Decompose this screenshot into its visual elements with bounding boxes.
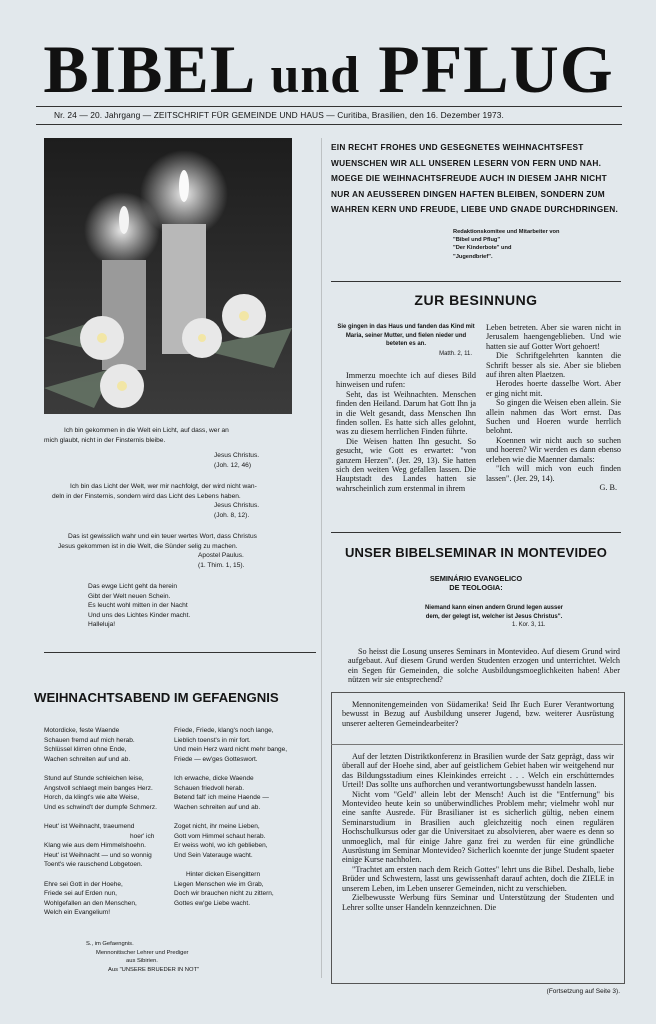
gefaengnis-heading: WEIHNACHTSABEND IM GEFAENGNIS: [34, 690, 279, 705]
greeting-signature: Redaktionskomitee und Mitarbeiter von "Bibel und Pflug" "Der Kinderbote" und "Jugendbrief".: [453, 229, 560, 260]
issue-line: Nr. 24 — 20. Jahrgang — ZEITSCHRIFT FÜR GEMEINDE UND HAUS — Curitiba, Brasilien, den 16. Dezember 1973.: [54, 110, 504, 120]
seminar-motto: Niemand kann einen andern Grund legen ausser dem, der gelegt ist, welcher ist Jesus Christus".: [424, 605, 564, 620]
besinnung-motto: Sie gingen in das Haus und fanden das Kind mit Maria, seiner Mutter, und fielen nieder und beteten es an.: [337, 324, 475, 348]
besinnung-rule: [331, 532, 621, 533]
besinnung-heading: ZUR BESINNUNG: [414, 292, 538, 308]
continued-note: (Fortsetzung auf Seite 3).: [546, 988, 620, 995]
verse-1: Ich bin gekommen in die Welt ein Licht, auf dass, wer an mich glaubt, nicht in der Finsternis bleibe. Jesus Christus. (Joh. 12, 46): [44, 427, 260, 469]
gefaengnis-credit: S., im Gefaengnis. Mennonitischer Lehrer und Prediger aus Sibirien. Aus "UNSERE BRUEDER IN NOT": [86, 941, 200, 973]
besinnung-motto-ref: Matth. 2, 11.: [439, 351, 472, 357]
hymn-stanza: Das ewge Licht geht da herein Gibt der Welt neuen Schein. Es leucht wohl mitten in der Nacht Und uns des Lichtes Kinder macht. Halleluja!: [88, 583, 191, 629]
verse-3: Das ist gewisslich wahr und ein teuer wertes Wort, dass Christus Jesus gekommen ist in die Welt, die Sünder selig zu machen. Apostel Paulus. (1. Thim. 1, 15).: [58, 533, 257, 569]
besinnung-left-column: Immerzu moechte ich auf dieses Bild hinweisen und rufen: Seht, das ist Weihnachten. Menschen finden den Heiland. Darum hat Gott Ihn ja in die Welt gesandt, dass Menschen Ihn finden sollen. Es hatte sich alles gelohnt, was zu diesem herrlichen Finden führte. Die Weisen hatten Ihn gesucht. So gesucht, wie Gott es erwartet: "von ganzem Herzen". (Jer. 29, 13). Sie hatten sich den weiten Weg gefallen lassen. Die Hauptstadt des Landes hatten sie wahrscheinlich zum erstenmal in ihrem: [336, 371, 476, 493]
gefaengnis-poem-col1: Motordicke, feste Waende Schauen fremd auf mich herab. Schlüssel klirren ohne Ende, Wachen schreiten auf und ab. Stund auf Stunde schleichen leise, Angstvoll schlaegt mein banges Herz. Horch, da klingt's wie alte Weise, Und es schwind't der dumpfe Schmerz. Heut' ist Weihnacht, traeumend hoer' ich Klang wie aus dem Himmelshoehn. Heut' ist Weihnacht — und so wonnig Toent's wie rauschend Lobgetoen. Ehre sei Gott in der Hoehe, Friede sei auf Erden nun, Wohlgefallen an den Menschen, Welch ein Evangelium!: [44, 727, 157, 917]
masthead-title: BIBEL und PFLUG: [43, 31, 614, 107]
seminar-heading: UNSER BIBELSEMINAR IN MONTEVIDEO: [344, 545, 608, 560]
seminar-motto-ref: 1. Kor. 3, 11.: [512, 622, 546, 628]
seminar-appeal: Mennonitengemeinden von Südamerika! Seid Ihr Euch Eurer Verantwortung bewusst in Bezug auf Ausbildung unserer Jugend, bzw. weiterer Ausrüstung unserer aelteren Gemeindearbeiter?: [342, 700, 614, 728]
greeting-rule: [331, 281, 621, 282]
candle-illustration: [44, 138, 292, 414]
seminar-intro: So heisst die Losung unseres Seminars in Montevideo. Auf diesem Grund wird aufgebaut. Auf diesem Grund werden Studenten erzogen und unterrichtet. Welch ein Segen für Gemeinden, die solche Ausbildungsmoeglichkeiten haben! Aber nützen wir sie entsprechend?: [348, 647, 620, 685]
seminar-subtitle: SEMINÁRIO EVANGELICO DE TEOLOGIA:: [429, 574, 523, 592]
masthead-rule-bottom: [36, 124, 622, 125]
christmas-greeting: EIN RECHT FROHES UND GESEGNETES WEIHNACHTSFEST WUENSCHEN WIR ALL UNSEREN LESERN VON FERN UND NAH. MOEGE DIE WEIHNACHTSFREUDE AUCH IN DIESEM JAHR NICHT NUR AN AEUSSEREN DINGEN HAFTEN BLEIBEN, SONDERN ZUM WAHREN KERN UND FREUDE, LIEBE UND GNADE DURCHDRINGEN.: [331, 142, 619, 214]
column-divider: [321, 138, 322, 978]
seminar-inner-rule: [331, 744, 623, 745]
gefaengnis-poem-col2: Friede, Friede, klang's noch lange, Lieblich toenst's in mir fort. Und mein Herz ward nicht mehr bange, Friede — ew'ges Gotteswort. Ich erwache, dicke Waende Schauen friedvoll herab. Betend falt' ich meine Haende — Wachen schreiten auf und ab. Zoget nicht, ihr meine Lieben, Gott vom Himmel schaut herab. Er weiss wohl, wo ich geblieben, Und Sein Vaterauge wacht. Hinter dicken Eisengittern Liegen Menschen wie im Grab, Doch wir brauchen nicht zu zittern, Gottes ew'ge Liebe wacht.: [174, 727, 288, 907]
verse-2: Ich bin das Licht der Welt, wer mir nachfolgt, der wird nicht wan- deln in der Finsternis, sondern wird das Licht des Lebens haben. Jesus Christus. (Joh. 8, 12).: [52, 483, 260, 519]
besinnung-right-column: Leben betreten. Aber sie waren nicht in Jerusalem haengengeblieben. Und wie hatten sie auf Gotter Wort gehoert! Die Schriftgelehrten kannten die Schrift besser als sie. Aber sie blieben auf ihren alten Plaetzen. Herodes hoerte dasselbe Wort. Aber er ging nicht mit. So gingen die Weisen eben allein. Sie allein nahmen das Wort ernst. Das Suchen und Hoeren wurde herrlich belohnt. Koennen wir nicht auch so suchen und hoeren? Wir werden es dann ebenso erleben wie die Maenner damals: "Ich will mich von euch finden lassen". (Jer. 29, 14). G. B.: [486, 323, 621, 492]
candle-photo: [44, 138, 292, 414]
seminar-body: Auf der letzten Distriktkonferenz in Brasilien wurde der Satz geprägt, dass wir überall auf der Hoehe sind, aber auf geistlichem Gebiet haben wir weitgehend nur das Bildungsstadium eines Kleinkindes erreicht . . . Welch ein erschütterndes Urteil! Das sollte uns aufhorchen und verantwortungsbewusst handeln lassen. Nicht vom "Geld" allein lebt der Mensch! Auch ist die "Entfernung" bis Montevideo heute kein so unüberwindliches Problem mehr; vielmehr wohl nur eine sanfte Ausrede. Für Brasilianer ist es sicherlich gültig, neben einem Seminarstudium in Brasilien auch gleichzeitig noch einen regulären Hochschulkursus oder gar die Universitaet zu absolvieren, aber waere es denn so unmoeglich, mal für einige Jahre ganz frei zu werden für eine gründliche Ausrüstung im Seminar Montevideo? Sicherlich koennte der junge Student spaeter einige Kurse nachholen. "Trachtet am ersten nach dem Reich Gottes" lehrt uns die Bibel. Deshalb, liebe Brüder und Schwestern, lasst uns gewissenhaft darauf achten, doch die ZIELE in unserem Leben, im Leben unserer Gemeinden, nicht zu verschieben. Zielbewusste Werbung fürs Seminar und Unterstützung der Studenten und Lehrer sollte unser Handeln kennzeichnen. Die: [342, 752, 614, 912]
masthead-rule-top: [36, 106, 622, 107]
gefaengnis-rule: [44, 652, 316, 653]
